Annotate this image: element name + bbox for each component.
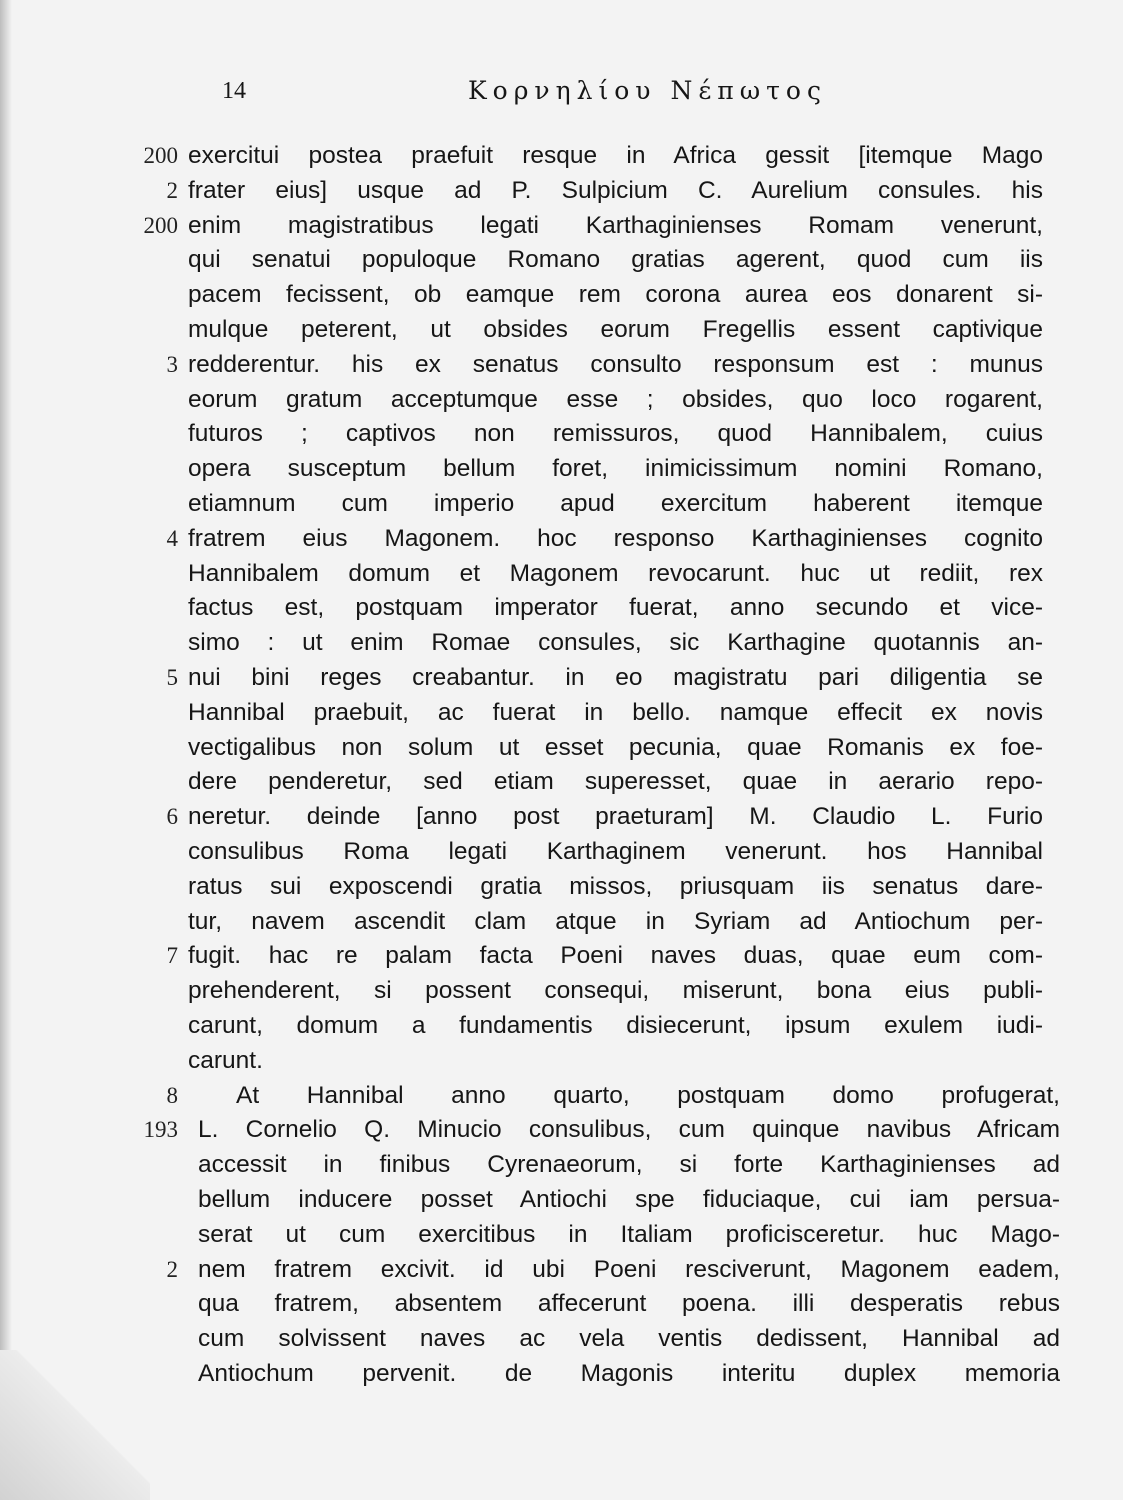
text-line [0, 244, 1123, 279]
line-text: redderentur. his ex senatus consulto responsum est : munus [188, 350, 1043, 378]
line-text: Hannibal praebuit, ac fuerat in bello. namque effecit ex novis [188, 698, 1043, 726]
line-text: opera susceptum bellum foret, inimicissimum nomini Romano, [188, 455, 1043, 483]
text-line [0, 662, 1123, 697]
line-text: neretur. deinde [anno post praeturam] M. Claudio L. Furio [188, 803, 1043, 831]
text-line [0, 871, 1123, 906]
text-line [0, 1288, 1123, 1323]
line-text: vectigalibus non solum ut esset pecunia, quae Romanis ex foe- [188, 733, 1043, 761]
line-text: mulque peterent, ut obsides eorum Fregellis essent captivique [188, 315, 1043, 343]
text-line [0, 1358, 1123, 1393]
margin-number: 5 [166, 664, 178, 690]
line-text: exercitui postea praefuit resque in Africa gessit [itemque Mago [188, 142, 1043, 169]
line-text: consulibus Roma legati Karthaginem venerunt. hos Hannibal [188, 837, 1043, 865]
text-line [0, 488, 1123, 523]
line-text: fratrem eius Magonem. hoc responso Karthaginienses cognito [188, 524, 1043, 552]
text-line [0, 558, 1123, 593]
text-line [0, 349, 1123, 384]
line-text: nui bini reges creabantur. in eo magistratu pari diligentia se [188, 663, 1043, 691]
line-text: dere penderetur, sed etiam superesset, quae in aerario repo- [188, 768, 1043, 796]
text-line [0, 279, 1123, 314]
line-text: nem fratrem excivit. id ubi Poeni resciverunt, Magonem eadem, [198, 1255, 1060, 1283]
text-line [0, 732, 1123, 767]
line-text: Hannibalem domum et Magonem revocarunt. huc ut rediit, rex [188, 559, 1043, 587]
line-text: Antiochum pervenit. de Magonis interitu duplex memoria [198, 1359, 1060, 1387]
line-text: enim magistratibus legati Karthaginienses Romam venerunt, [188, 211, 1043, 239]
margin-number: 200 [143, 212, 178, 238]
text-line [0, 836, 1123, 871]
margin-number: 3 [166, 351, 178, 377]
text-line [0, 1254, 1123, 1289]
line-text: At Hannibal anno quarto, postquam domo profugerat, [236, 1081, 1060, 1109]
line-text: cum solvissent naves ac vela ventis dedissent, Hannibal ad [198, 1325, 1060, 1353]
line-text: futuros ; captivos non remissuros, quod Hannibalem, cuius [188, 420, 1043, 448]
line-text: bellum inducere posset Antiochi spe fiduciaque, cui iam persua- [198, 1185, 1060, 1213]
text-line [0, 1149, 1123, 1184]
margin-number: 193 [143, 1117, 178, 1143]
text-line [0, 592, 1123, 627]
line-text: factus est, postquam imperator fuerat, anno secundo et vice- [188, 594, 1043, 622]
running-title: Κορνηλίου Νέπωτος [468, 76, 827, 105]
page-header [0, 72, 1123, 112]
line-text: fugit. hac re palam facta Poeni naves duas, quae eum com- [188, 942, 1043, 970]
text-line [0, 1219, 1123, 1254]
text-body [0, 140, 1123, 1393]
line-text: frater eius] usque ad P. Sulpicium C. Aurelium consules. his [188, 176, 1043, 204]
text-line [0, 627, 1123, 662]
text-line [0, 1323, 1123, 1358]
text-line [0, 940, 1123, 975]
line-text: carunt, domum a fundamentis disiecerunt, ipsum exulem iudi- [188, 1011, 1043, 1039]
text-line [0, 697, 1123, 732]
margin-number: 2 [166, 177, 178, 203]
line-text: ratus sui exposcendi gratia missos, priusquam iis senatus dare- [188, 872, 1043, 900]
text-line [0, 314, 1123, 349]
margin-number: 2 [166, 1256, 178, 1282]
line-text: tur, navem ascendit clam atque in Syriam ad Antiochum per- [188, 907, 1043, 935]
line-text: pacem fecissent, ob eamque rem corona aurea eos donarent si- [188, 281, 1043, 309]
text-line [0, 384, 1123, 419]
text-line [0, 175, 1123, 210]
text-line [0, 766, 1123, 801]
line-text: etiamnum cum imperio apud exercitum haberent itemque [188, 489, 1043, 517]
text-line [0, 453, 1123, 488]
line-text: accessit in finibus Cyrenaeorum, si forte Karthaginienses ad [198, 1151, 1060, 1179]
text-line [0, 1080, 1123, 1115]
text-line [0, 523, 1123, 558]
line-text: carunt. [188, 1046, 263, 1074]
margin-number: 7 [166, 943, 178, 969]
text-line [0, 975, 1123, 1010]
margin-number: 200 [143, 143, 178, 168]
text-line [0, 1184, 1123, 1219]
text-line [0, 906, 1123, 941]
text-line [0, 1045, 1123, 1080]
margin-number: 8 [166, 1082, 178, 1108]
line-text: qua fratrem, absentem affecerunt poena. illi desperatis rebus [198, 1290, 1060, 1318]
line-text: L. Cornelio Q. Minucio consulibus, cum quinque navibus Africam [198, 1116, 1060, 1144]
text-line [0, 1114, 1123, 1149]
margin-number: 6 [166, 804, 178, 830]
text-line [0, 140, 1123, 175]
text-line [0, 801, 1123, 836]
line-text: prehenderent, si possent consequi, miserunt, bona eius publi- [188, 977, 1043, 1005]
margin-number: 4 [166, 525, 178, 551]
line-text: serat ut cum exercitibus in Italiam proficisceretur. huc Mago- [198, 1220, 1060, 1248]
text-line [0, 1010, 1123, 1045]
line-text: qui senatui populoque Romano gratias agerent, quod cum iis [188, 246, 1043, 274]
text-line [0, 210, 1123, 245]
line-text: eorum gratum acceptumque esse ; obsides, quo loco rogarent, [188, 385, 1043, 413]
text-line [0, 418, 1123, 453]
line-text: simo : ut enim Romae consules, sic Karthagine quotannis an- [188, 629, 1043, 657]
page-number: 14 [222, 78, 246, 104]
